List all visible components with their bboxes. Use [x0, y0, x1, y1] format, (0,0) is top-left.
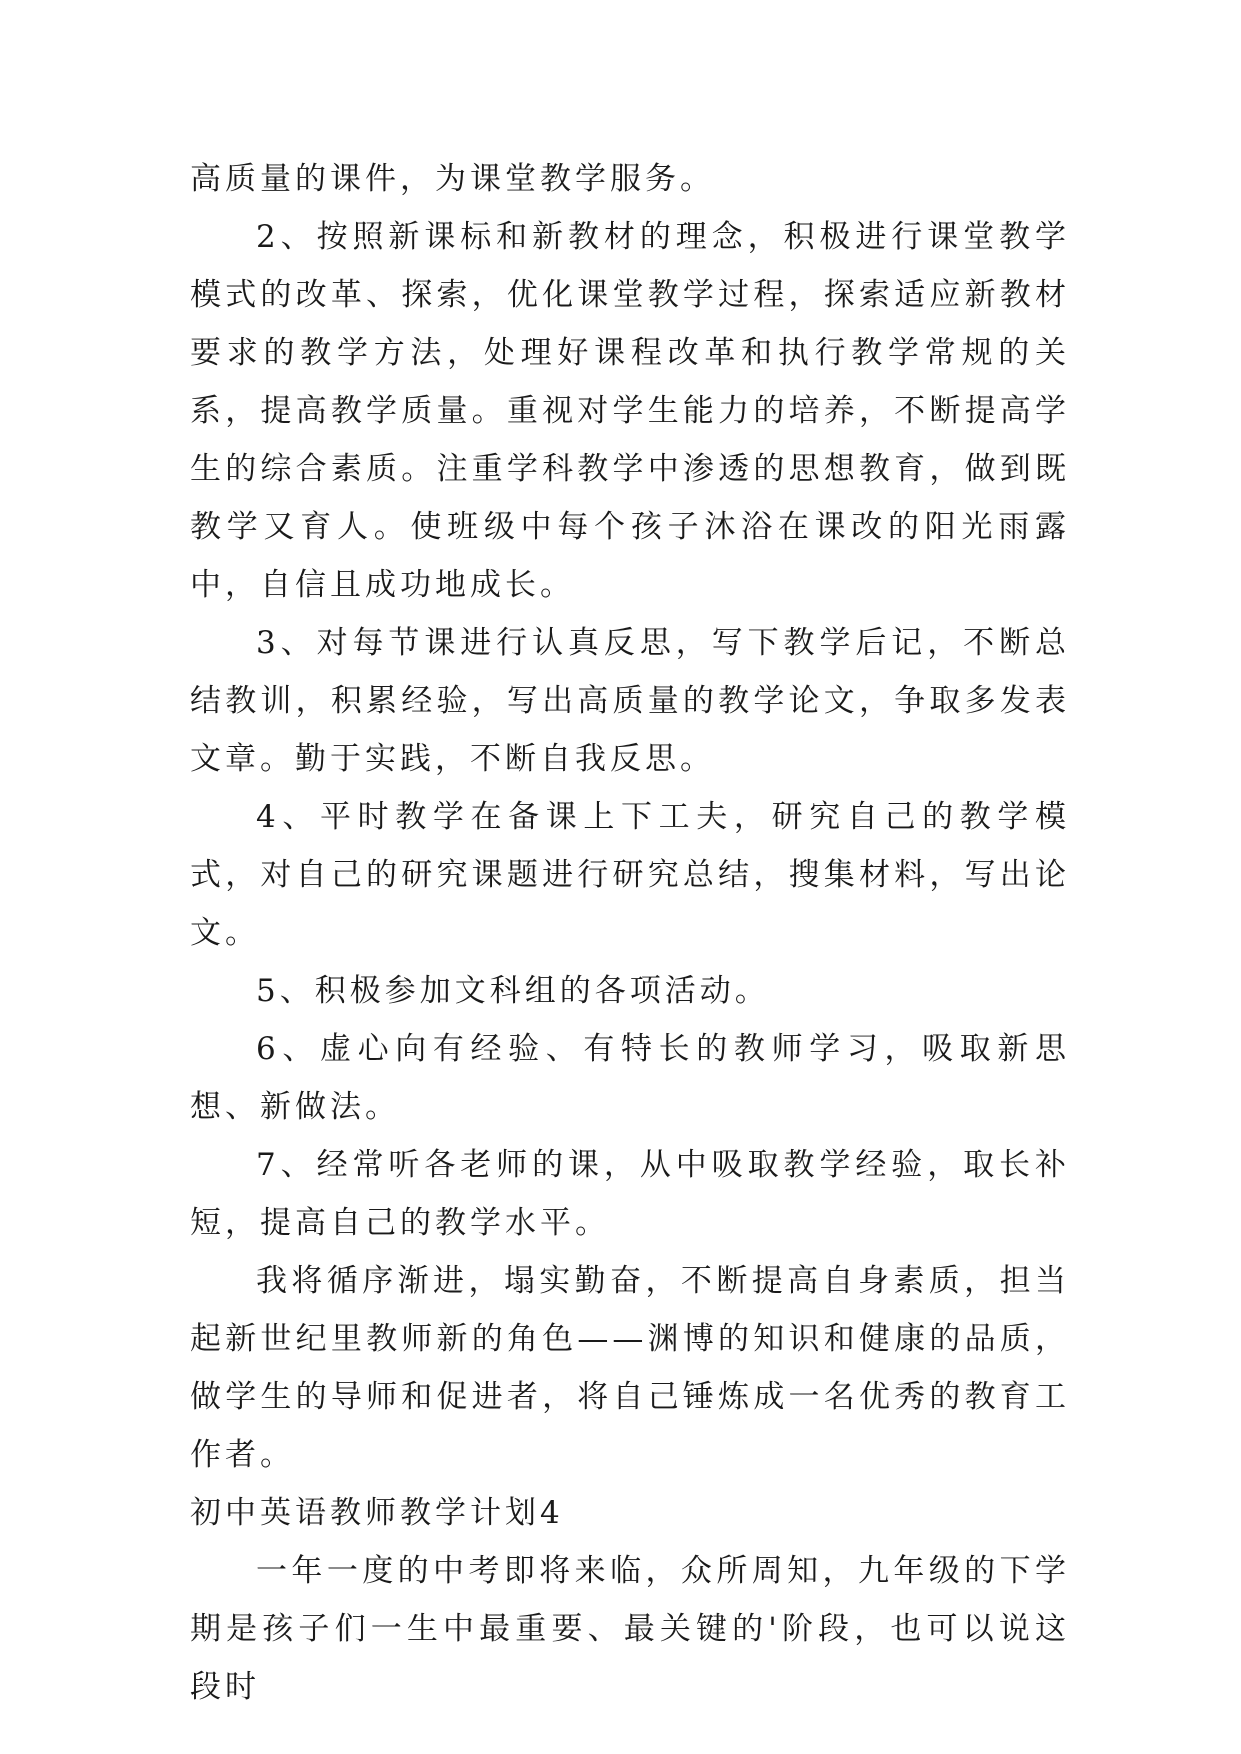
paragraph-item-2: 2、按照新课标和新教材的理念，积极进行课堂教学模式的改革、探索，优化课堂教学过程，探索适应新教材要求的教学方法，处理好课程改革和执行教学常规的关系，提高教学质量。重视对学生能力的培养，不断提高学生的综合素质。注重学科教学中渗透的思想教育，做到既教学又育人。使班级中每个孩子沐浴在课改的阳光雨露中，自信且成功地成长。: [190, 219, 1070, 603]
paragraph-item-6: 6、虚心向有经验、有特长的教师学习，吸取新思想、新做法。: [190, 1031, 1070, 1125]
paragraph-intro: 一年一度的中考即将来临，众所周知，九年级的下学期是孩子们一生中最重要、最关键的'阶段，也可以说这段时: [190, 1553, 1070, 1705]
document-body: [190, 150, 1070, 1716]
paragraph-item-3: 3、对每节课进行认真反思，写下教学后记，不断总结教训，积累经验，写出高质量的教学论文，争取多发表文章。勤于实践，不断自我反思。: [190, 625, 1070, 777]
paragraph-continuation: 高质量的课件，为课堂教学服务。: [190, 161, 715, 197]
section-heading: 初中英语教师教学计划4: [190, 1495, 564, 1531]
paragraph-item-4: 4、平时教学在备课上下工夫，研究自己的教学模式，对自己的研究课题进行研究总结，搜集材料，写出论文。: [190, 799, 1070, 951]
paragraph-item-7: 7、经常听各老师的课，从中吸取教学经验，取长补短，提高自己的教学水平。: [190, 1147, 1070, 1241]
paragraph-item-5: 5、积极参加文科组的各项活动。: [256, 973, 770, 1009]
paragraph-conclusion: 我将循序渐进，塌实勤奋，不断提高自身素质，担当起新世纪里教师新的角色——渊博的知识和健康的品质，做学生的导师和促进者，将自己锤炼成一名优秀的教育工作者。: [190, 1263, 1070, 1473]
